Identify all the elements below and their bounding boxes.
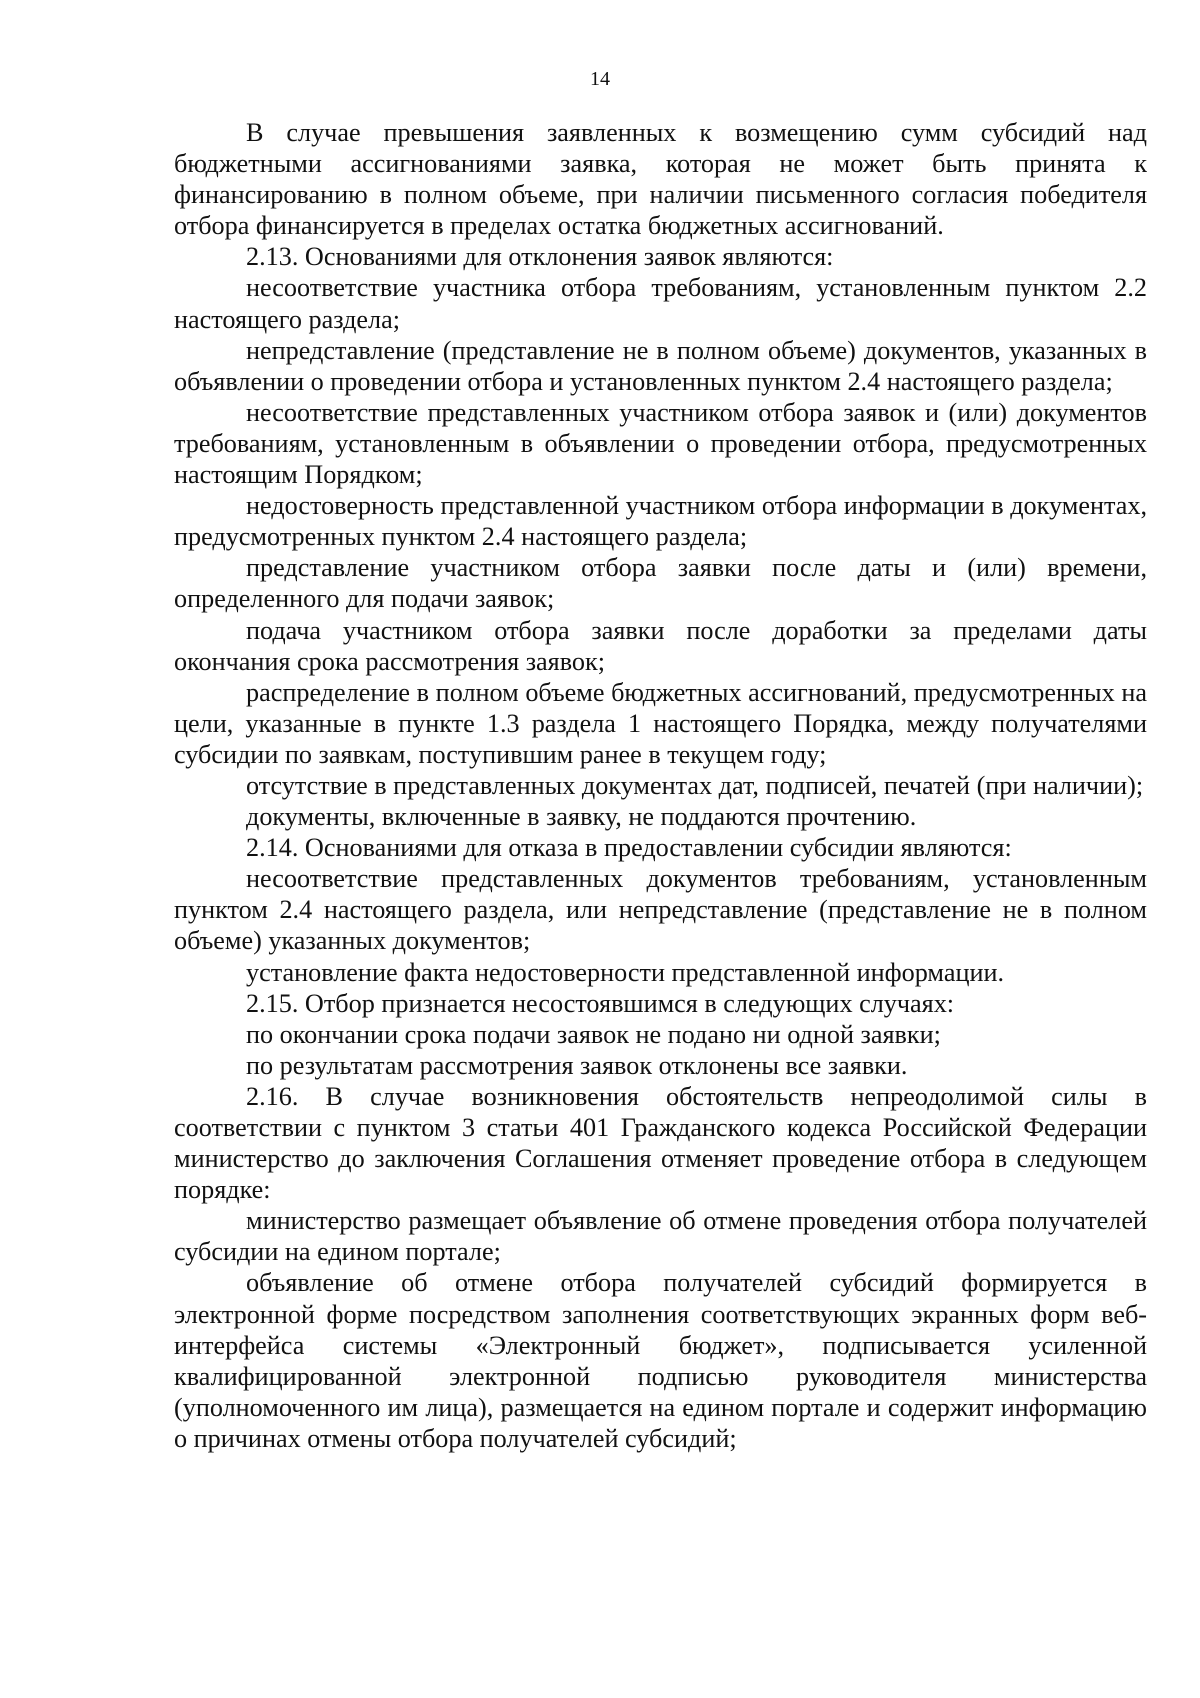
paragraph: В случае превышения заявленных к возмещению сумм субсидий над бюджетными ассигнованиями заявка, которая не может быть принята к финансированию в полном объеме, при наличии письменного согласия победителя отбора финансируется в пределах остатка бюджетных ассигнований. bbox=[174, 118, 1147, 241]
paragraph: несоответствие представленных участником отбора заявок и (или) документов требованиям, установленным в объявлении о проведении отбора, предусмотренных настоящим Порядком; bbox=[174, 397, 1147, 490]
paragraph: отсутствие в представленных документах дат, подписей, печатей (при наличии); bbox=[246, 770, 1144, 800]
paragraph: установление факта недостоверности представленной информации. bbox=[246, 957, 1005, 987]
paragraph: по результатам рассмотрения заявок отклонены все заявки. bbox=[246, 1050, 908, 1080]
paragraph: по окончании срока подачи заявок не подано ни одной заявки; bbox=[246, 1019, 941, 1049]
paragraph: министерство размещает объявление об отмене проведения отбора получателей субсидии на едином портале; bbox=[174, 1206, 1147, 1267]
paragraph: 2.15. Отбор признается несостоявшимся в следующих случаях: bbox=[246, 988, 955, 1018]
paragraph: подача участником отбора заявки после доработки за пределами даты окончания срока рассмотрения заявок; bbox=[174, 615, 1147, 676]
paragraph: недостоверность представленной участником отбора информации в документах, предусмотренных пунктом 2.4 настоящего раздела; bbox=[174, 491, 1147, 552]
paragraph: несоответствие участника отбора требованиям, установленным пунктом 2.2 настоящего раздела; bbox=[174, 273, 1147, 334]
paragraph: несоответствие представленных документов требованиям, установленным пунктом 2.4 настоящего раздела, или непредставление (представление не в полном объеме) указанных документов; bbox=[174, 864, 1147, 956]
paragraph: 2.14. Основаниями для отказа в предоставлении субсидии являются: bbox=[246, 833, 1012, 863]
paragraph: непредставление (представление не в полном объеме) документов, указанных в объявлении о проведении отбора и установленных пунктом 2.4 настоящего раздела; bbox=[174, 335, 1147, 396]
paragraph: объявление об отмене отбора получателей субсидий формируется в электронной форме посредством заполнения соответствующих экранных форм веб-интерфейса системы «Электронный бюджет», подписывается усиленной квалифицированной электронной подписью руководителя министерства (уполномоченного им лица), размещается на едином портале и содержит информацию о причинах отмены отбора получателей субсидий; bbox=[174, 1268, 1147, 1453]
paragraph: 2.16. В случае возникновения обстоятельств непреодолимой силы в соответствии с пунктом 3 статьи 401 Гражданского кодекса Российской Федерации министерство до заключения Соглашения отменяет проведение отбора в следующем порядке: bbox=[174, 1081, 1147, 1205]
paragraph: распределение в полном объеме бюджетных ассигнований, предусмотренных на цели, указанные в пункте 1.3 раздела 1 настоящего Порядка, между получателями субсидии по заявкам, поступившим ранее в текущем году; bbox=[174, 677, 1147, 769]
paragraph: 2.13. Основаниями для отклонения заявок являются: bbox=[246, 242, 834, 272]
paragraph: представление участником отбора заявки после даты и (или) времени, определенного для подачи заявок; bbox=[174, 553, 1147, 614]
document-body bbox=[174, 117, 1147, 1454]
paragraph: документы, включенные в заявку, не поддаются прочтению. bbox=[246, 802, 917, 832]
page-number: 14 bbox=[590, 68, 610, 90]
